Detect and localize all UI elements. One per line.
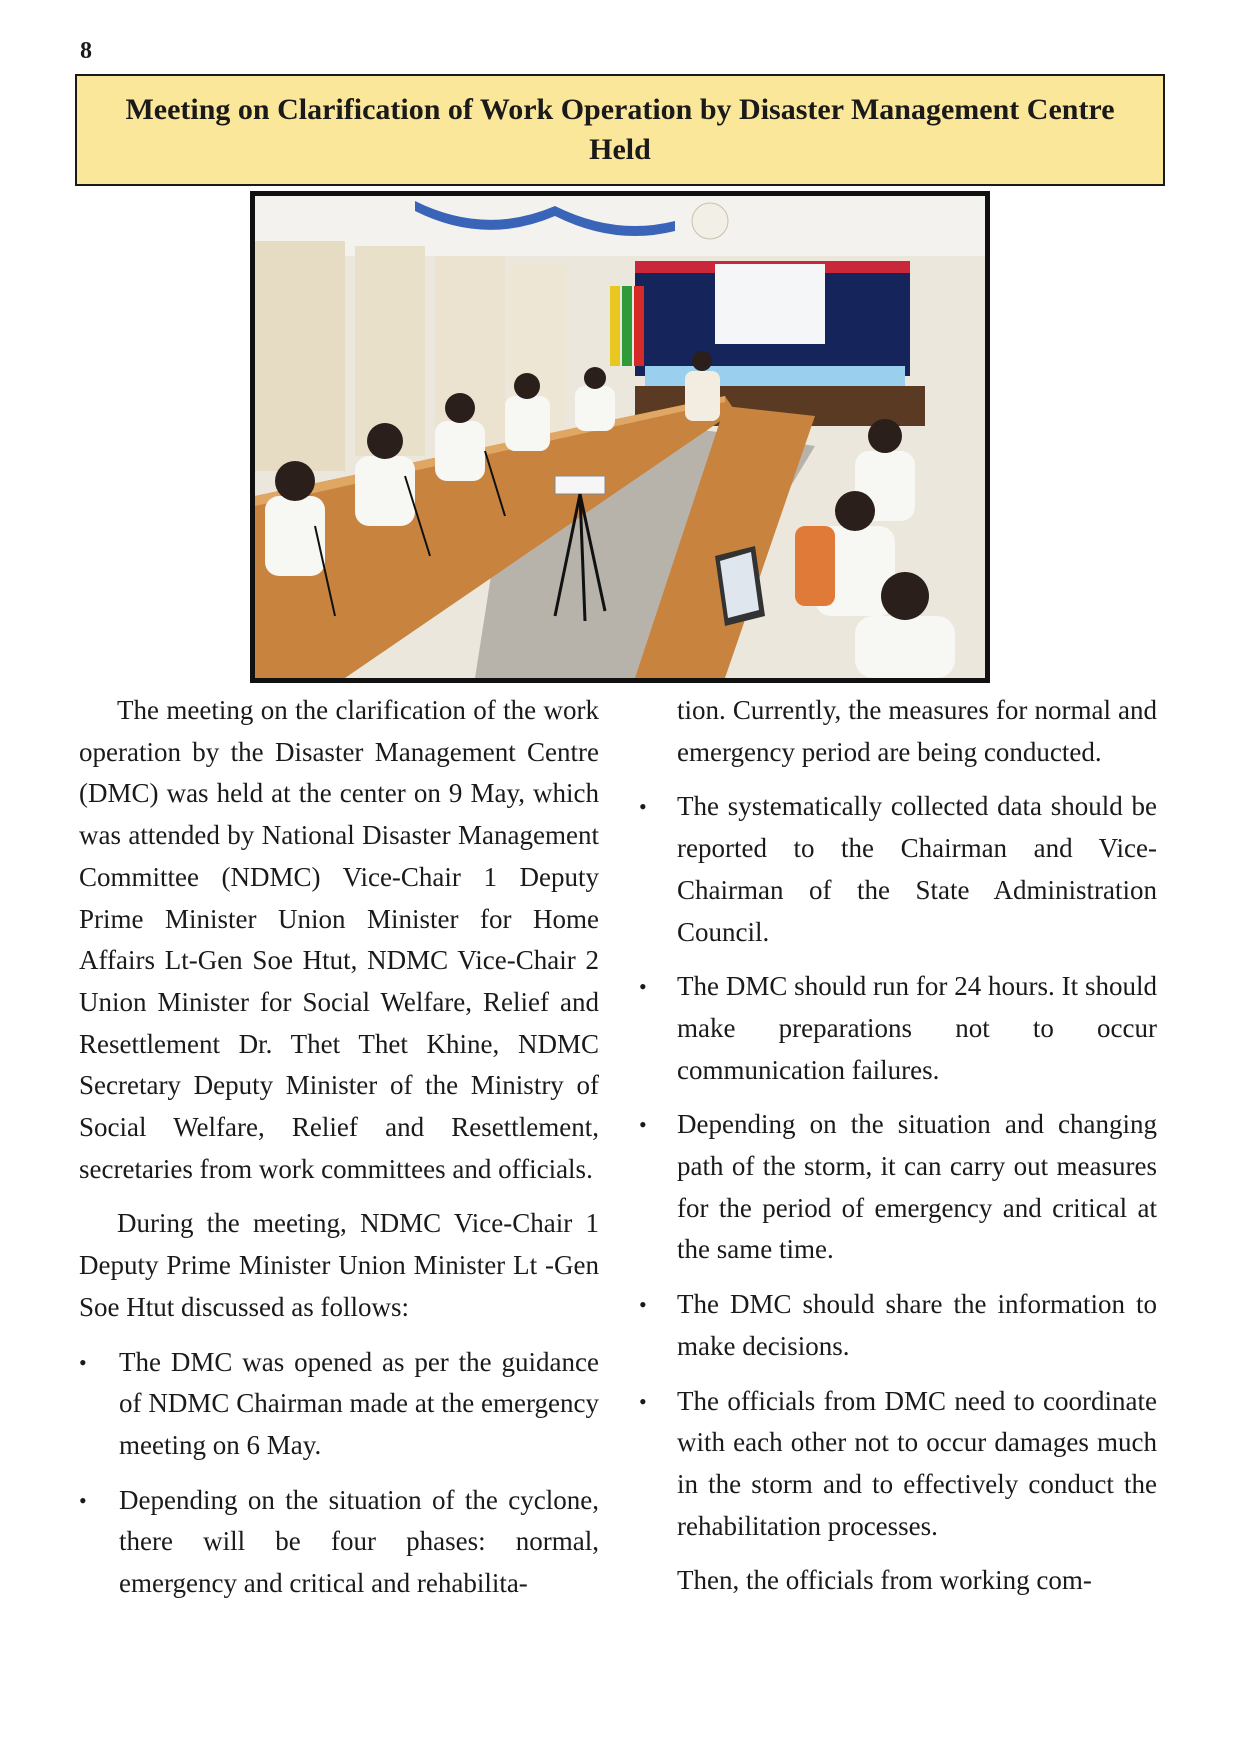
bullet-icon: •	[639, 1292, 647, 1318]
bullet-icon: •	[639, 974, 647, 1000]
intro-paragraph: The meeting on the clarification of the work operation by the Disaster Management Centre (DMC) was held at the center on 9 May, which was attended by National Disaster Management Committee (NDMC) Vice-Chair 1 Deputy Prime Minister Union Minister for Home Affairs Lt-Gen Soe Htut, NDMC Vice-Chair 2 Union Minister for Social Welfare, Relief and Resettlement Dr. Thet Thet Khine, NDMC Secretary Deputy Minister of the Ministry of Social Welfare, Relief and Resettlement, secretaries from work committees and officials.	[79, 695, 599, 1184]
bullet-icon: •	[639, 1112, 647, 1138]
bullet-icon: •	[79, 1349, 87, 1375]
list-item	[79, 1342, 599, 1467]
bullet-icon: •	[79, 1487, 87, 1513]
meeting-photo-illustration	[255, 196, 985, 678]
list-item-text: Depending on the situation and changing path of the storm, it can carry out measures for the period of emergency and critical at the same time.	[677, 1109, 1157, 1265]
list-item-text: The DMC should run for 24 hours. It should make preparations not to occur communication failures.	[677, 971, 1157, 1085]
list-item-text: The DMC was opened as per the guidance of NDMC Chairman made at the emergency meeting on 6 May.	[119, 1346, 599, 1460]
list-item-text: The systematically collected data should be reported to the Chairman and Vice-Chairman of the State Administration Council.	[677, 791, 1157, 947]
continuation-paragraph: tion. Currently, the measures for normal and emergency period are being conducted.	[677, 695, 1157, 767]
list-item	[639, 1381, 1157, 1548]
list-item	[79, 1480, 599, 1605]
right-bullet-list	[639, 786, 1157, 1547]
left-bullet-list	[79, 1342, 599, 1605]
list-item-text: The officials from DMC need to coordinate with each other not to occur damages much in the storm and to effectively conduct the rehabilitation processes.	[677, 1385, 1157, 1541]
list-item-text: Depending on the situation of the cyclone, there will be four phases: normal, emergency and critical and rehabilita-	[119, 1484, 599, 1599]
list-item-text: The DMC should share the information to make decisions.	[677, 1289, 1157, 1361]
title-box	[75, 74, 1165, 186]
list-item	[639, 1284, 1157, 1367]
meeting-photo	[250, 191, 990, 683]
closing-paragraph: Then, the officials from working com-	[677, 1565, 1092, 1596]
article-title: Meeting on Clarification of Work Operation by Disaster Management Centre Held	[125, 93, 1115, 166]
page-number: 8	[80, 38, 92, 64]
right-column	[639, 690, 1157, 1615]
list-item	[639, 786, 1157, 953]
discussion-paragraph: During the meeting, NDMC Vice-Chair 1 Deputy Prime Minister Union Minister Lt -Gen Soe Htut discussed as follows:	[79, 1208, 599, 1322]
bullet-icon: •	[639, 1388, 647, 1414]
bullet-icon: •	[639, 794, 647, 820]
left-column	[79, 690, 599, 1618]
list-item	[639, 1104, 1157, 1271]
list-item	[639, 966, 1157, 1091]
